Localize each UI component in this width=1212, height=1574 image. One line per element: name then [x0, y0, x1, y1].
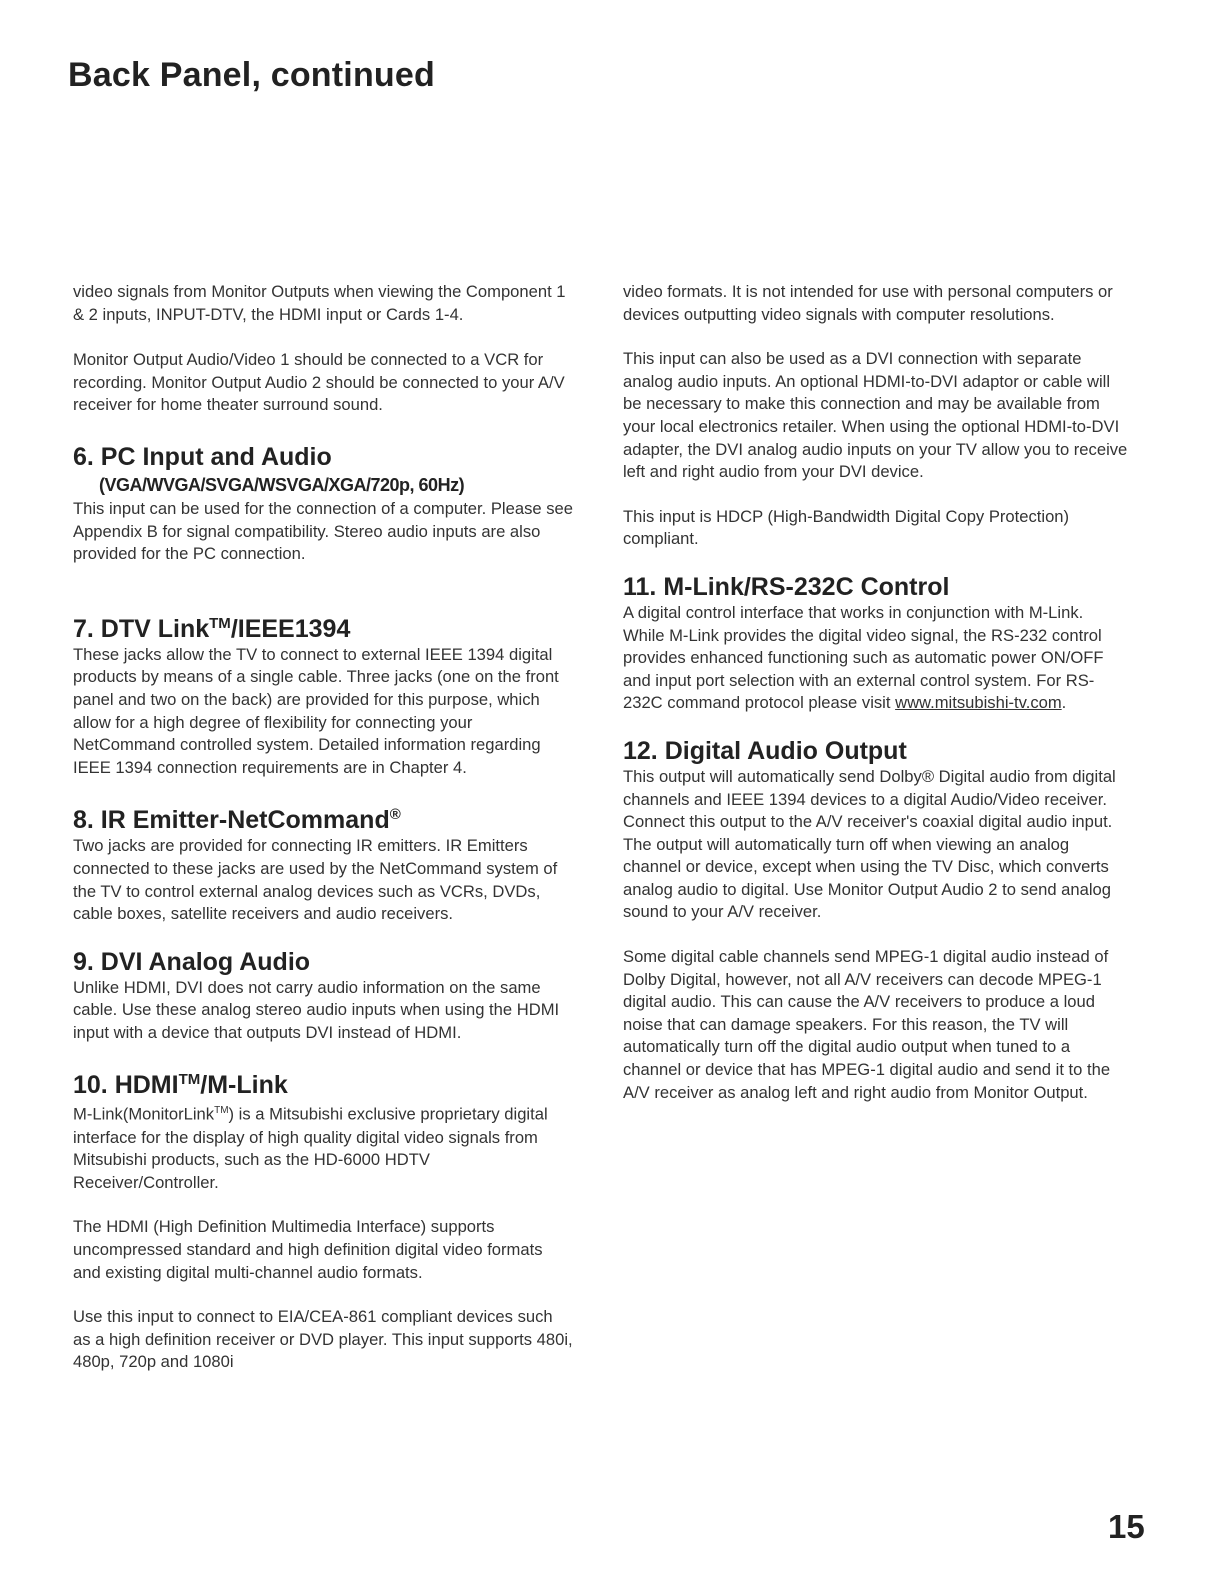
section-12-body: This output will automatically send Dolby® Digital audio from digital channels and IEEE 1394 devices to a digital Audio/Video receiver. Connect this output to the A/V receiver's coaxial digital audio input. The output will automatically turn off when viewing an analog channel or device, except when using the TV Disc, which converts analog audio to digital. Use Monitor Output Audio 2 to send analog sound to your A/V receiver. [623, 766, 1116, 922]
paragraph: video signals from Monitor Outputs when viewing the Component 1 & 2 inputs, INPUT-DTV, the HDMI input or Cards 1-4. [73, 282, 566, 324]
section-6-body: This input can be used for the connection of a computer. Please see Appendix B for signal compatibility. Stereo audio inputs are also provided for the PC connection. [73, 498, 573, 564]
section-6-subheading: (VGA/WVGA/SVGA/WSVGA/XGA/720p, 60Hz) [99, 474, 465, 495]
section-9-body: Unlike HDMI, DVI does not carry audio information on the same cable. Use these analog stereo audio inputs when using the HDMI input with a device that outputs DVI instead of HDMI. [73, 977, 560, 1042]
paragraph: This input can also be used as a DVI connection with separate analog audio inputs. An optional HDMI-to-DVI adaptor or cable will be necessary to make this connection and may be available from your local electronics retailer. When using the optional HDMI-to-DVI adapter, the DVI analog audio inputs on your TV allow you to receive left and right audio from your DVI device. [623, 349, 1128, 482]
website-link[interactable]: www.mitsubishi-tv.com [895, 693, 1062, 713]
section-6-heading: 6. PC Input and Audio [73, 442, 332, 471]
section-7-heading: 7. DTV Link™/IEEE1394 [73, 614, 351, 643]
section-8-heading: 8. IR Emitter-NetCommand® [73, 806, 401, 835]
registered-mark: ® [389, 806, 401, 824]
right-column [623, 281, 1128, 1104]
paragraph: This input is HDCP (High-Bandwidth Digital Copy Protection) compliant. [623, 506, 1070, 549]
paragraph: Use this input to connect to EIA/CEA-861 compliant devices such as a high definition receiver or DVD player. This input supports 480i, 480p, 720p and 1080i [73, 1307, 573, 1372]
section-12-heading: 12. Digital Audio Output [623, 736, 907, 765]
section-11-body: A digital control interface that works in conjunction with M-Link. While M-Link provides the digital video signal, the RS-232 control provides enhanced functioning such as automatic power ON/OFF and input port selection with an external control system. For RS-232C command protocol please visit www.mitsubishi-tv.com. [623, 602, 1104, 713]
section-7-body: These jacks allow the TV to connect to external IEEE 1394 digital products by means of a single cable. Three jacks (one on the front panel and two on the back) are provided for this purpose, which allow for a high degree of flexibility for connecting your NetCommand controlled system. Detailed information regarding IEEE 1394 connection requirements are in Chapter 4. [73, 644, 559, 777]
paragraph: Some digital cable channels send MPEG-1 digital audio instead of Dolby Digital, however, not all A/V receivers can decode MPEG-1 digital audio. This can cause the A/V receivers to produce a loud noise that can damage speakers. For this reason, the TV will automatically turn off the digital audio output when tuned to a channel or device that has MPEG-1 digital audio and send it to the A/V receiver as analog left and right audio from Monitor Output. [623, 947, 1111, 1102]
trademark-mark: TM [209, 614, 231, 632]
section-10-body: M-Link(MonitorLink™) is a Mitsubishi exclusive proprietary digital interface for the display of high quality digital video signals from Mitsubishi products, such as the HD-6000 HDTV Receiver/Controller. [73, 1105, 548, 1192]
left-column [73, 281, 573, 1374]
paragraph: video formats. It is not intended for use with personal computers or devices outputting video signals with computer resolutions. [623, 282, 1113, 324]
page-number: 15 [1108, 1508, 1145, 1545]
trademark-mark: TM [214, 1105, 229, 1117]
section-8-body: Two jacks are provided for connecting IR emitters. IR Emitters connected to these jacks are used by the NetCommand system of the TV to control external analog devices such as VCRs, DVDs, cable boxes, satellite receivers and audio receivers. [73, 836, 558, 924]
page-title: Back Panel, continued [68, 56, 435, 94]
section-11-heading: 11. M-Link/RS-232C Control [623, 572, 950, 601]
section-10-heading: 10. HDMI™/M-Link [73, 1071, 288, 1100]
paragraph: The HDMI (High Definition Multimedia Interface) supports uncompressed standard and high definition digital video formats and existing digital multi-channel audio formats. [73, 1217, 543, 1282]
paragraph: Monitor Output Audio/Video 1 should be connected to a VCR for recording. Monitor Output Audio 2 should be connected to your A/V receiver for home theater surround sound. [73, 350, 565, 415]
section-9-heading: 9. DVI Analog Audio [73, 947, 311, 976]
trademark-mark: TM [178, 1071, 201, 1089]
